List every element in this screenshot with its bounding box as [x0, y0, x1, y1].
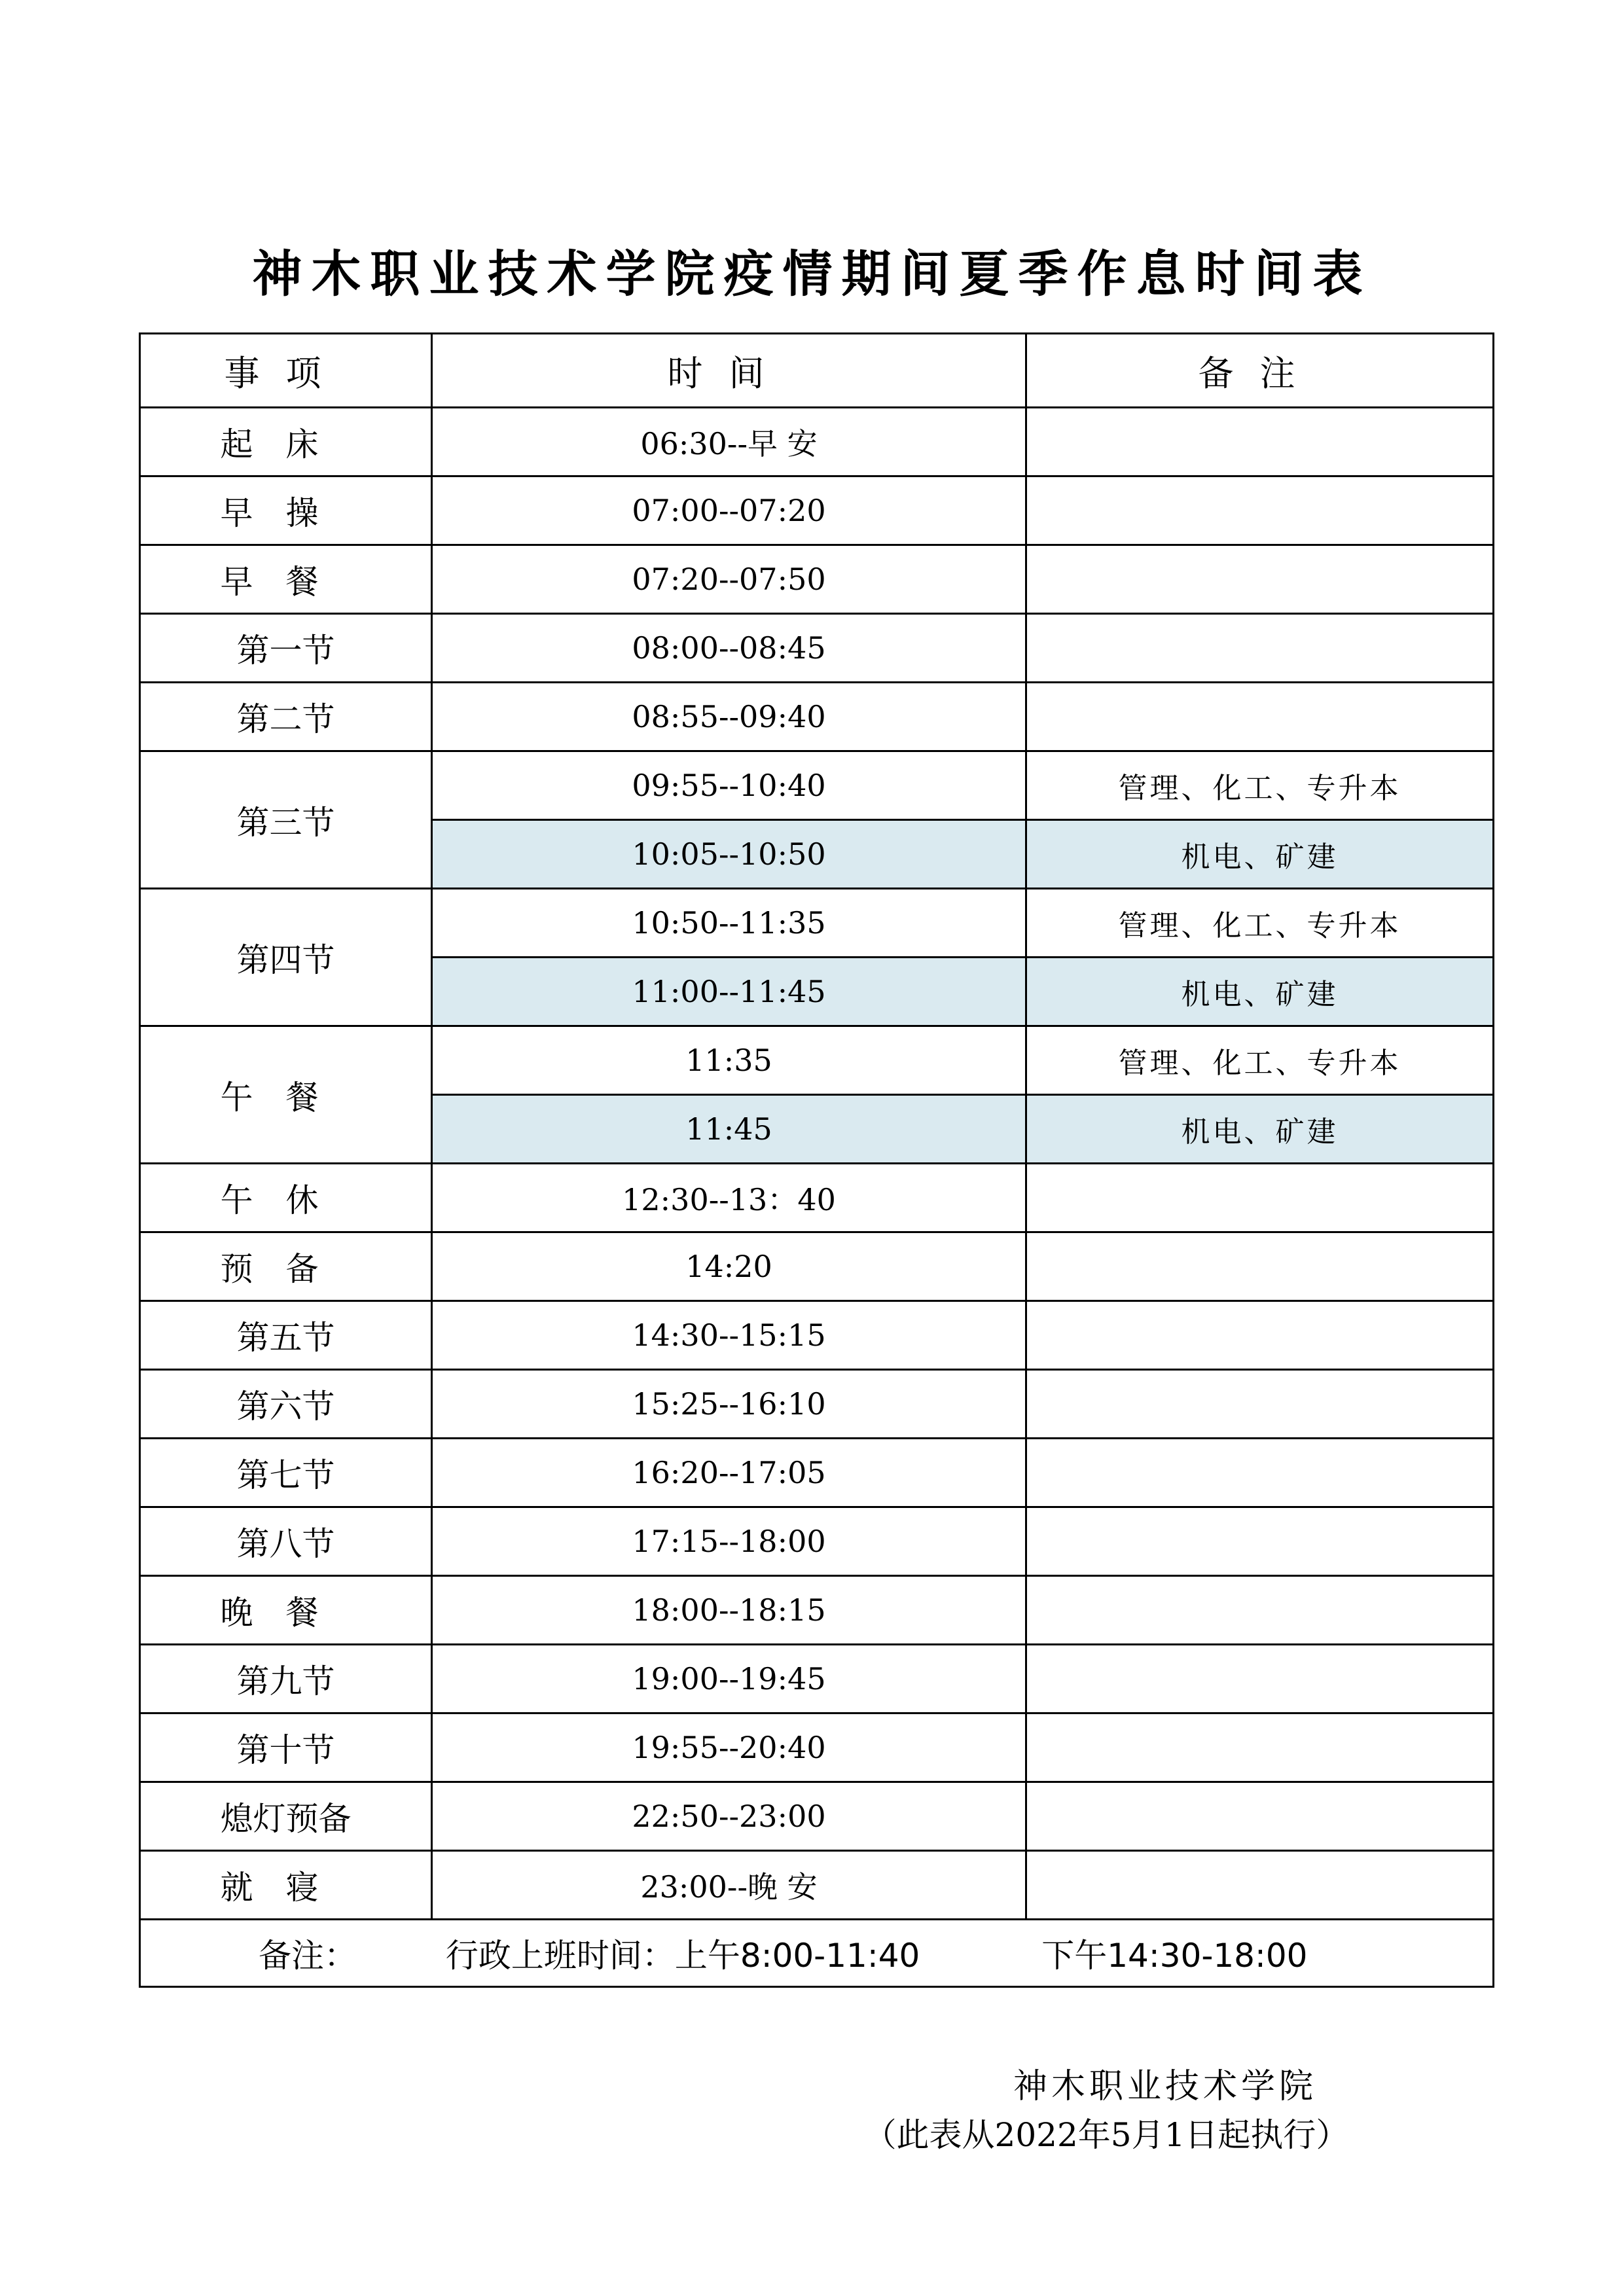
row-note [1026, 1439, 1494, 1507]
row-note [1026, 1507, 1494, 1576]
row-time: 14:20 [432, 1232, 1026, 1301]
footer-morning-hours: 行政上班时间：上午8:00-11:40 [445, 1937, 920, 1975]
table-row [140, 1164, 1494, 1232]
row-time: 10:50--11:35 [432, 889, 1026, 958]
row-note [1026, 1782, 1494, 1851]
table-row [140, 1851, 1494, 1920]
row-time: 09:55--10:40 [432, 751, 1026, 820]
row-note [1026, 614, 1494, 683]
row-note [1026, 545, 1494, 614]
row-time: 08:55--09:40 [432, 683, 1026, 751]
table-row [140, 408, 1494, 476]
document-title: 神木职业技术学院疫情期间夏季作息时间表 [252, 245, 1372, 303]
row-note: 管理、化工、专升本 [1026, 1026, 1494, 1095]
schedule-table [139, 332, 1494, 1988]
row-time: 17:15--18:00 [432, 1507, 1026, 1576]
table-row [140, 1782, 1494, 1851]
table-row [140, 1370, 1494, 1439]
row-item: 第五节 [140, 1301, 432, 1370]
signature-org: 神木职业技术学院 [1013, 2067, 1317, 2106]
row-note: 机电、矿建 [1026, 820, 1494, 889]
table-row [140, 1507, 1494, 1576]
table-row [140, 751, 1494, 820]
row-item: 就寝 [140, 1851, 432, 1920]
row-item: 第八节 [140, 1507, 432, 1576]
row-item: 第四节 [140, 889, 432, 1026]
row-item: 熄灯预备 [140, 1782, 432, 1851]
row-item: 晚餐 [140, 1576, 432, 1645]
row-note [1026, 683, 1494, 751]
row-item: 第一节 [140, 614, 432, 683]
row-item: 起床 [140, 408, 432, 476]
row-item: 第九节 [140, 1645, 432, 1713]
table-footer-row [140, 1920, 1494, 1987]
row-note [1026, 1645, 1494, 1713]
row-item: 第七节 [140, 1439, 432, 1507]
row-note [1026, 1851, 1494, 1920]
row-time: 15:25--16:10 [432, 1370, 1026, 1439]
row-item: 第三节 [140, 751, 432, 889]
row-time: 06:30--早 安 [432, 408, 1026, 476]
table-row [140, 889, 1494, 958]
row-item: 早操 [140, 476, 432, 545]
table-header-row [140, 334, 1494, 408]
table-row [140, 1026, 1494, 1095]
row-time: 07:20--07:50 [432, 545, 1026, 614]
row-note [1026, 1232, 1494, 1301]
footer-cell [140, 1920, 1494, 1987]
table-row [140, 1645, 1494, 1713]
row-note: 管理、化工、专升本 [1026, 889, 1494, 958]
table-row [140, 1576, 1494, 1645]
row-time: 12:30--13：40 [432, 1164, 1026, 1232]
row-note [1026, 1713, 1494, 1782]
table-row [140, 1301, 1494, 1370]
footer-label: 备注： [259, 1937, 357, 1975]
row-note: 机电、矿建 [1026, 958, 1494, 1026]
row-item: 午休 [140, 1164, 432, 1232]
table-row [140, 1232, 1494, 1301]
row-time: 23:00--晚 安 [432, 1851, 1026, 1920]
row-time: 10:05--10:50 [432, 820, 1026, 889]
row-time: 14:30--15:15 [432, 1301, 1026, 1370]
table-row [140, 683, 1494, 751]
table-row [140, 476, 1494, 545]
row-item: 早餐 [140, 545, 432, 614]
header-note: 备注 [1026, 334, 1494, 408]
row-time: 22:50--23:00 [432, 1782, 1026, 1851]
row-note [1026, 408, 1494, 476]
row-time: 11:35 [432, 1026, 1026, 1095]
header-item: 事项 [140, 334, 432, 408]
row-item: 第六节 [140, 1370, 432, 1439]
row-note [1026, 476, 1494, 545]
signature-effective-date: （此表从2022年5月1日起执行） [863, 2116, 1349, 2154]
table-row [140, 1439, 1494, 1507]
footer-afternoon-hours: 下午14:30-18:00 [1041, 1937, 1308, 1975]
row-time: 11:00--11:45 [432, 958, 1026, 1026]
row-note [1026, 1164, 1494, 1232]
row-time: 19:55--20:40 [432, 1713, 1026, 1782]
row-time: 11:45 [432, 1095, 1026, 1164]
header-time: 时间 [432, 334, 1026, 408]
row-item: 预备 [140, 1232, 432, 1301]
row-item: 午餐 [140, 1026, 432, 1164]
table-row [140, 614, 1494, 683]
row-time: 07:00--07:20 [432, 476, 1026, 545]
row-note [1026, 1576, 1494, 1645]
row-time: 19:00--19:45 [432, 1645, 1026, 1713]
row-note: 管理、化工、专升本 [1026, 751, 1494, 820]
row-time: 08:00--08:45 [432, 614, 1026, 683]
row-note [1026, 1370, 1494, 1439]
row-time: 16:20--17:05 [432, 1439, 1026, 1507]
row-item: 第二节 [140, 683, 432, 751]
table-row [140, 1713, 1494, 1782]
row-note: 机电、矿建 [1026, 1095, 1494, 1164]
table-row [140, 545, 1494, 614]
row-item: 第十节 [140, 1713, 432, 1782]
row-time: 18:00--18:15 [432, 1576, 1026, 1645]
row-note [1026, 1301, 1494, 1370]
